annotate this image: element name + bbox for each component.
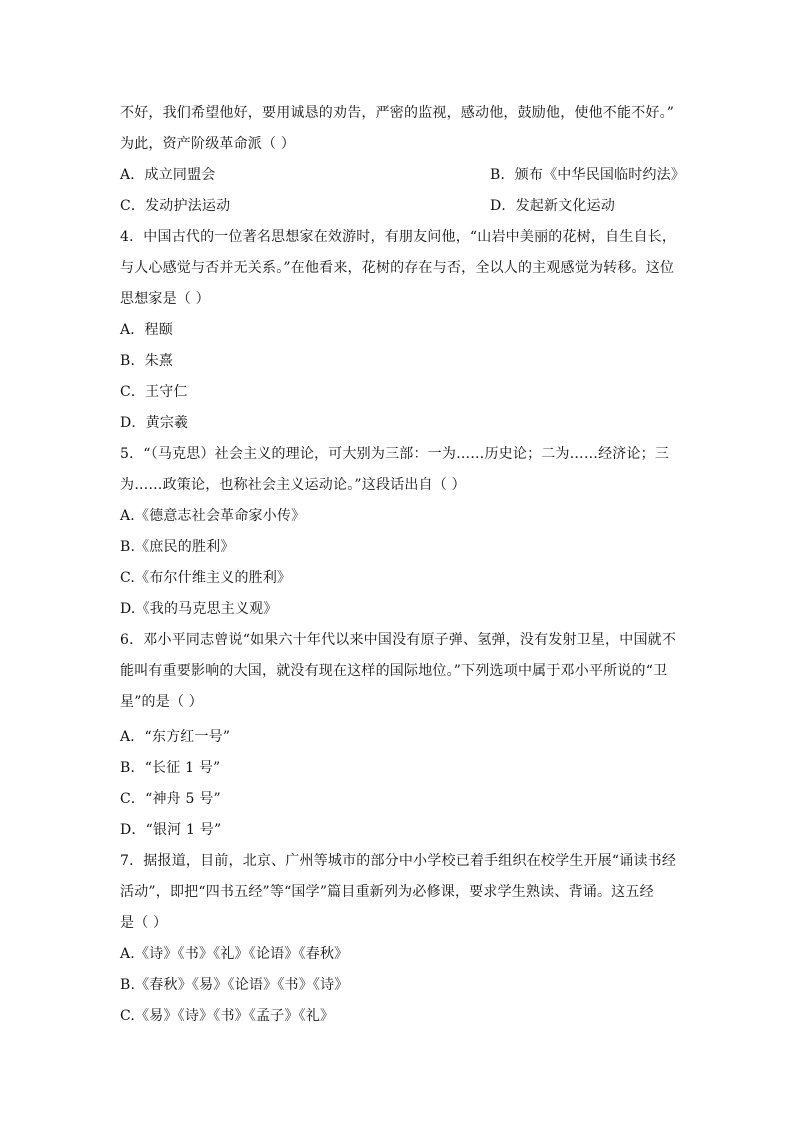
q6-option-b: B．“长征 1 号”	[120, 760, 221, 776]
q5-text-line1: 5．“（马克思）社会主义的理论，可大别为三部：一为……历史论；二为……经济论；三	[120, 446, 670, 462]
q7-text-line3: 是（ ）	[120, 915, 168, 931]
q3-options-row1	[120, 165, 686, 185]
q6-text-line1: 6．邓小平同志曾说“如果六十年代以来中国没有原子弹、氢弹，没有发射卫星，中国就不	[120, 632, 677, 648]
q3-text-line1: 不好，我们希望他好，要用诚恳的劝告，严密的监视，感动他，鼓励他，使他不能不好。”	[120, 105, 675, 121]
q6-option-d: D．“银河 1 号”	[120, 822, 222, 838]
q6-option-a: A．“东方红一号”	[120, 729, 231, 745]
q6-text-line2: 能叫有重要影响的大国，就没有现在这样的国际地位。”下列选项中属于邓小平所说的“卫	[120, 663, 668, 679]
q3-option-d: D．发起新文化运动	[490, 198, 616, 214]
q4-option-c: C．王守仁	[120, 384, 188, 400]
q6-text-line3: 星”的是（ ）	[120, 694, 204, 710]
q7-text-line1: 7．据报道，目前，北京、广州等城市的部分中小学校已着手组织在校学生开展“诵读书经	[120, 853, 677, 869]
q5-option-d: D.《我的马克思主义观》	[120, 601, 278, 617]
q7-option-b: B.《春秋》《易》《论语》《书》《诗》	[120, 977, 349, 993]
q7-option-c: C.《易》《诗》《书》《孟子》《礼》	[120, 1008, 335, 1024]
q7-text-line2: 活动”，即把“四书五经”等“国学”篇目重新列为必修课，要求学生熟读、背诵。这五经	[120, 884, 654, 900]
q4-text-line2: 与人心感觉与否并无关系。”在他看来，花树的存在与否，全以人的主观感觉为转移。这位	[120, 260, 675, 276]
q5-option-c: C.《布尔什维主义的胜利》	[120, 570, 292, 586]
q3-option-b: B．颁布《中华民国临时约法》	[490, 167, 686, 183]
q3-options-row2	[120, 196, 680, 216]
q4-option-b: B．朱熹	[120, 353, 174, 369]
q6-option-c: C．“神舟 5 号”	[120, 791, 221, 807]
q4-text-line1: 4．中国古代的一位著名思想家在效游时，有朋友问他，“山岩中美丽的花树，自生自长，	[120, 229, 677, 245]
q4-text-line3: 思想家是（ ）	[120, 291, 210, 307]
q4-option-d: D．黄宗羲	[120, 415, 189, 431]
q5-text-line2: 为……政策论，也称社会主义运动论。”这段话出自（ ）	[120, 477, 466, 493]
q4-option-a: A．程颐	[120, 322, 173, 338]
q3-option-c: C．发动护法运动	[120, 198, 231, 214]
q7-option-a: A.《诗》《书》《礼》《论语》《春秋》	[120, 946, 349, 962]
q3-option-a: A．成立同盟会	[120, 167, 216, 183]
q5-option-a: A.《德意志社会革命家小传》	[120, 508, 306, 524]
q3-text-line2: 为此，资产阶级革命派（ ）	[120, 136, 296, 152]
q5-option-b: B.《庶民的胜利》	[120, 539, 235, 555]
